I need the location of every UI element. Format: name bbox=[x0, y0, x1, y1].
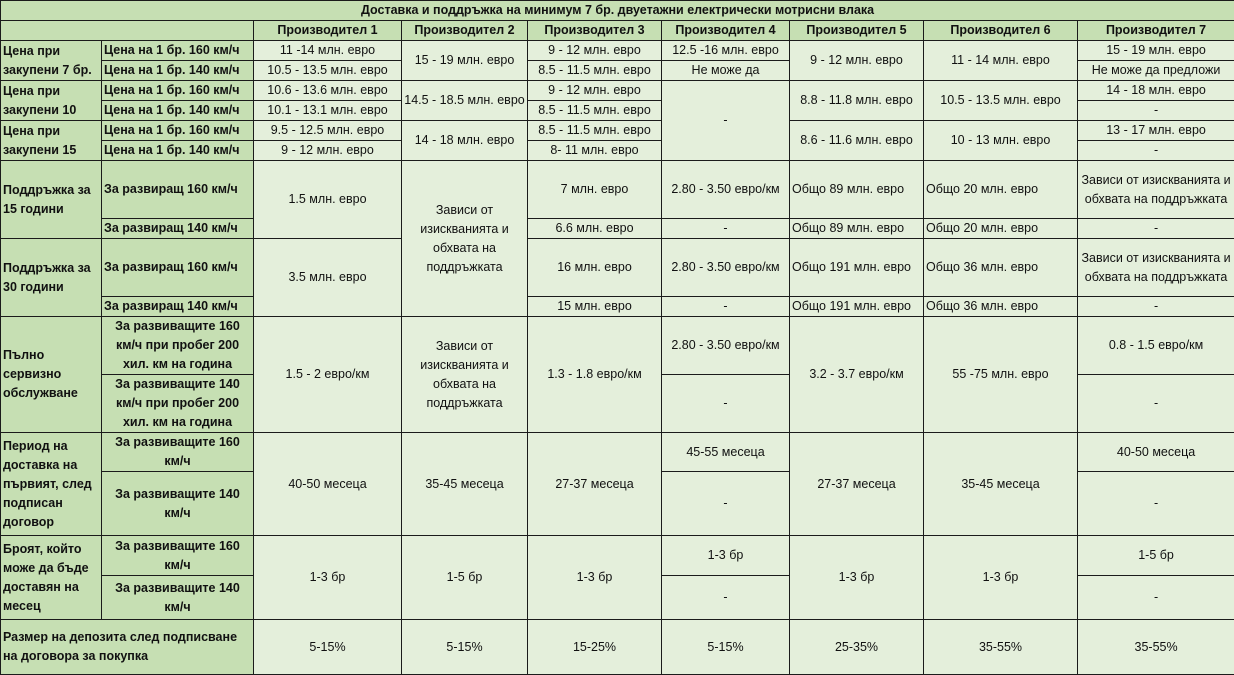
table-cell: 1-3 бр bbox=[790, 536, 924, 620]
table-cell: - bbox=[1078, 297, 1234, 317]
header-manufacturer-2: Производител 2 bbox=[402, 21, 528, 41]
table-cell: 27-37 месеца bbox=[528, 433, 662, 536]
table-cell: - bbox=[662, 576, 790, 620]
sub-label: За развиращ 140 км/ч bbox=[102, 219, 254, 239]
sub-label: За развиващите 160 км/ч при пробег 200 хил. км на година bbox=[102, 317, 254, 375]
table-cell: 55 -75 млн. евро bbox=[924, 317, 1078, 433]
sub-label: Цена на 1 бр. 140 км/ч bbox=[102, 61, 254, 81]
row-label-price-7: Цена при закупени 7 бр. bbox=[1, 41, 102, 81]
row-label-monthly: Броят, който може да бъде доставян на месец bbox=[1, 536, 102, 620]
table-cell: 13 - 17 млн. евро bbox=[1078, 121, 1234, 141]
table-cell: - bbox=[662, 81, 790, 161]
table-cell: 5-15% bbox=[402, 620, 528, 675]
table-cell: 15-25% bbox=[528, 620, 662, 675]
row-label-support-15: Поддръжка за 15 години bbox=[1, 161, 102, 239]
table-cell: 12.5 -16 млн. евро bbox=[662, 41, 790, 61]
table-cell: 9 - 12 млн. евро bbox=[790, 41, 924, 81]
table-cell: 1-3 бр bbox=[254, 536, 402, 620]
table-cell: Общо 20 млн. евро bbox=[924, 219, 1078, 239]
table-cell: 8.5 - 11.5 млн. евро bbox=[528, 121, 662, 141]
table-cell: - bbox=[1078, 219, 1234, 239]
table-cell: 35-55% bbox=[1078, 620, 1234, 675]
table-cell: 45-55 месеца bbox=[662, 433, 790, 472]
table-cell: - bbox=[662, 219, 790, 239]
table-cell: 9.5 - 12.5 млн. евро bbox=[254, 121, 402, 141]
table-cell: 8- 11 млн. евро bbox=[528, 141, 662, 161]
table-cell: 2.80 - 3.50 евро/км bbox=[662, 317, 790, 375]
sub-label: За развиващите 160 км/ч bbox=[102, 433, 254, 472]
header-manufacturer-7: Производител 7 bbox=[1078, 21, 1234, 41]
table-cell: 14.5 - 18.5 млн. евро bbox=[402, 81, 528, 121]
table-cell: Зависи от изискванията и обхвата на поддръжката bbox=[1078, 161, 1234, 219]
table-cell: 15 - 19 млн. евро bbox=[402, 41, 528, 81]
sub-label: За развиващите 140 км/ч bbox=[102, 576, 254, 620]
table-cell: 7 млн. евро bbox=[528, 161, 662, 219]
table-cell: 10 - 13 млн. евро bbox=[924, 121, 1078, 161]
table-cell: Не може да bbox=[662, 61, 790, 81]
sub-label: За развиращ 140 км/ч bbox=[102, 297, 254, 317]
table-cell: Общо 191 млн. евро bbox=[790, 239, 924, 297]
table-cell: 1-5 бр bbox=[402, 536, 528, 620]
table-cell: 1.3 - 1.8 евро/км bbox=[528, 317, 662, 433]
table-title: Доставка и поддръжка на минимум 7 бр. двуетажни електрически мотрисни влака bbox=[1, 1, 1234, 21]
table-cell: 40-50 месеца bbox=[254, 433, 402, 536]
header-manufacturer-4: Производител 4 bbox=[662, 21, 790, 41]
table-cell: Общо 89 млн. евро bbox=[790, 161, 924, 219]
table-cell: 6.6 млн. евро bbox=[528, 219, 662, 239]
table-cell: - bbox=[1078, 101, 1234, 121]
table-cell: 2.80 - 3.50 евро/км bbox=[662, 161, 790, 219]
table-cell: 8.5 - 11.5 млн. евро bbox=[528, 101, 662, 121]
sub-label: За развиращ 160 км/ч bbox=[102, 239, 254, 297]
table-cell: 35-55% bbox=[924, 620, 1078, 675]
table-cell: Зависи от изискванията и обхвата на поддръжката bbox=[402, 161, 528, 317]
row-label-price-10: Цена при закупени 10 bbox=[1, 81, 102, 121]
table-cell: 10.5 - 13.5 млн. евро bbox=[254, 61, 402, 81]
table-cell: 1-3 бр bbox=[528, 536, 662, 620]
table-cell: 10.6 - 13.6 млн. евро bbox=[254, 81, 402, 101]
table-cell: 35-45 месеца bbox=[402, 433, 528, 536]
table-cell: - bbox=[662, 472, 790, 536]
header-manufacturer-3: Производител 3 bbox=[528, 21, 662, 41]
table-cell: Общо 191 млн. евро bbox=[790, 297, 924, 317]
table-cell: 11 -14 млн. евро bbox=[254, 41, 402, 61]
table-cell: 15 - 19 млн. евро bbox=[1078, 41, 1234, 61]
table-cell: Зависи от изискванията и обхвата на поддръжката bbox=[1078, 239, 1234, 297]
table-cell: 5-15% bbox=[662, 620, 790, 675]
table-cell: 9 - 12 млн. евро bbox=[528, 81, 662, 101]
sub-label: Цена на 1 бр. 140 км/ч bbox=[102, 101, 254, 121]
sub-label: Цена на 1 бр. 140 км/ч bbox=[102, 141, 254, 161]
sub-label: Цена на 1 бр. 160 км/ч bbox=[102, 81, 254, 101]
sub-label: Цена на 1 бр. 160 км/ч bbox=[102, 41, 254, 61]
table-cell: - bbox=[1078, 375, 1234, 433]
table-cell: 16 млн. евро bbox=[528, 239, 662, 297]
sub-label: Цена на 1 бр. 160 км/ч bbox=[102, 121, 254, 141]
row-label-price-15: Цена при закупени 15 bbox=[1, 121, 102, 161]
table-cell: - bbox=[662, 297, 790, 317]
sub-label: За развиващите 160 км/ч bbox=[102, 536, 254, 576]
table-cell: Не може да предложи bbox=[1078, 61, 1234, 81]
table-cell: 9 - 12 млн. евро bbox=[254, 141, 402, 161]
table-cell: 40-50 месеца bbox=[1078, 433, 1234, 472]
table-cell: 11 - 14 млн. евро bbox=[924, 41, 1078, 81]
table-cell: - bbox=[1078, 472, 1234, 536]
table-cell: 3.5 млн. евро bbox=[254, 239, 402, 317]
table-cell: 1-5 бр bbox=[1078, 536, 1234, 576]
table-cell: 3.2 - 3.7 евро/км bbox=[790, 317, 924, 433]
sub-label: За развиващите 140 км/ч bbox=[102, 472, 254, 536]
table-cell: 8.6 - 11.6 млн. евро bbox=[790, 121, 924, 161]
table-cell: 15 млн. евро bbox=[528, 297, 662, 317]
sub-label: За развиращ 160 км/ч bbox=[102, 161, 254, 219]
table-cell: 1.5 млн. евро bbox=[254, 161, 402, 239]
header-manufacturer-1: Производител 1 bbox=[254, 21, 402, 41]
table-cell: Общо 89 млн. евро bbox=[790, 219, 924, 239]
table-cell: 27-37 месеца bbox=[790, 433, 924, 536]
table-cell: Зависи от изискванията и обхвата на поддръжката bbox=[402, 317, 528, 433]
header-corner bbox=[1, 21, 254, 41]
table-cell: 14 - 18 млн. евро bbox=[1078, 81, 1234, 101]
table-cell: - bbox=[1078, 576, 1234, 620]
table-cell: 25-35% bbox=[790, 620, 924, 675]
header-manufacturer-6: Производител 6 bbox=[924, 21, 1078, 41]
row-label-delivery: Период на доставка на първият, след подписан договор bbox=[1, 433, 102, 536]
header-manufacturer-5: Производител 5 bbox=[790, 21, 924, 41]
table-cell: 14 - 18 млн. евро bbox=[402, 121, 528, 161]
table-cell: 9 - 12 млн. евро bbox=[528, 41, 662, 61]
row-label-deposit: Размер на депозита след подписване на договора за покупка bbox=[1, 620, 254, 675]
table-cell: Общо 36 млн. евро bbox=[924, 297, 1078, 317]
sub-label: За развиващите 140 км/ч при пробег 200 хил. км на година bbox=[102, 375, 254, 433]
table-cell: - bbox=[1078, 141, 1234, 161]
table-cell: - bbox=[662, 375, 790, 433]
row-label-support-30: Поддръжка за 30 години bbox=[1, 239, 102, 317]
table-cell: 8.8 - 11.8 млн. евро bbox=[790, 81, 924, 121]
table-cell: 1-3 бр bbox=[662, 536, 790, 576]
table-cell: 2.80 - 3.50 евро/км bbox=[662, 239, 790, 297]
table-cell: 1-3 бр bbox=[924, 536, 1078, 620]
table-cell: 35-45 месеца bbox=[924, 433, 1078, 536]
table-cell: Общо 36 млн. евро bbox=[924, 239, 1078, 297]
table-cell: 10.1 - 13.1 млн. евро bbox=[254, 101, 402, 121]
table-cell: 8.5 - 11.5 млн. евро bbox=[528, 61, 662, 81]
table-cell: 5-15% bbox=[254, 620, 402, 675]
table-cell: Общо 20 млн. евро bbox=[924, 161, 1078, 219]
table-cell: 1.5 - 2 евро/км bbox=[254, 317, 402, 433]
row-label-service: Пълно сервизно обслужване bbox=[1, 317, 102, 433]
table-cell: 0.8 - 1.5 евро/км bbox=[1078, 317, 1234, 375]
table-cell: 10.5 - 13.5 млн. евро bbox=[924, 81, 1078, 121]
